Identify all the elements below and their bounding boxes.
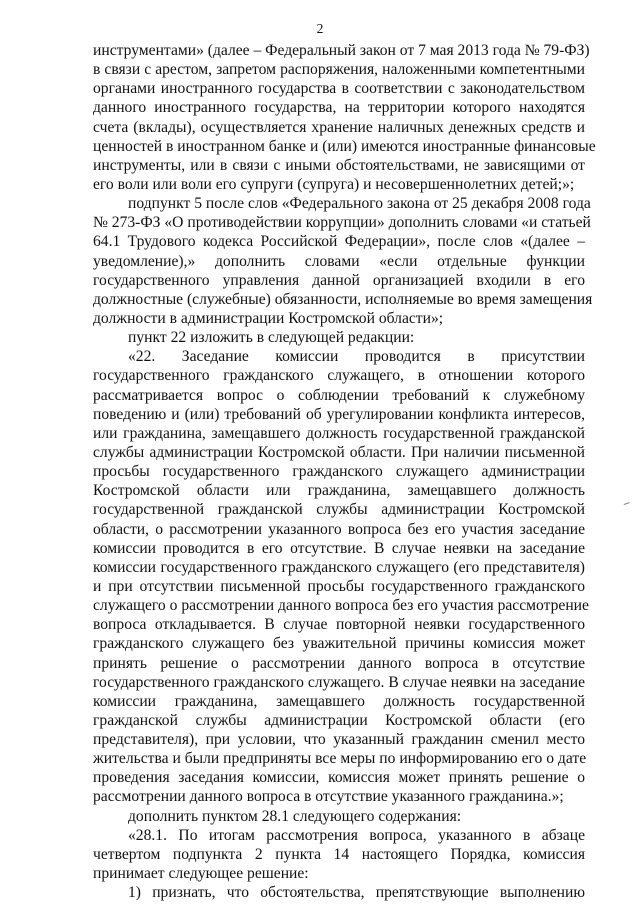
text-line: комиссии гражданина, замещавшего должность государственной (93, 692, 585, 710)
text-line: гражданского служащего без уважительной причины комиссия может (93, 635, 585, 653)
text-line: государственного управления данной организацией входили в его (93, 271, 585, 289)
text-line: и при отсутствии письменной просьбы государственного гражданского (93, 577, 585, 595)
text-line: комиссии государственного гражданского служащего (его представителя) (93, 558, 585, 576)
text-line: должностные (служебные) обязанности, исполняемые во время замещения (93, 290, 593, 308)
text-line: принимает следующее решение: (93, 865, 309, 883)
text-line: комиссии проводится в его отсутствие. В случае неявки на заседание (93, 539, 585, 557)
text-line: рассматривается вопрос о соблюдении требований к служебному (93, 386, 585, 404)
text-line: службы администрации Костромской области. При наличии письменной (93, 443, 585, 461)
text-line: «28.1. По итогам рассмотрения вопроса, указанного в абзаце (128, 826, 585, 844)
text-line: Костромской области или гражданина, замещавшего должность (93, 482, 585, 500)
text-line: принять решение о рассмотрении данного вопроса в отсутствие (93, 654, 585, 672)
text-line: инструменты, или в связи с иными обстоятельствами, не зависящими от (93, 156, 585, 174)
text-line: жительства и были предприняты все меры по информированию его о дате (93, 750, 587, 768)
text-line: органами иностранного государства в соответствии с законодательством (93, 80, 585, 98)
text-line: государственного гражданского служащего. В случае неявки на заседание (93, 673, 585, 691)
text-line: проведения заседания комиссии, комиссия может принять решение о (93, 769, 585, 787)
margin-mark (624, 502, 631, 507)
text-line: должности в администрации Костромской области»; (93, 309, 444, 327)
text-line: его воли или воли его супруги (супруга) и несовершеннолетних детей;»; (93, 175, 575, 193)
text-line: дополнить пунктом 28.1 следующего содержания: (128, 807, 462, 825)
text-line: служащего о рассмотрении данного вопроса без его участия рассмотрение (93, 597, 589, 615)
text-line: или гражданина, замещавшего должность государственной гражданской (93, 424, 585, 442)
text-line: государственного гражданского служащего, в отношении которого (93, 367, 585, 385)
text-line: представителя), при условии, что указанный гражданин сменил место (93, 731, 585, 749)
text-line: четвертом подпункта 2 пункта 14 настоящего Порядка, комиссия (93, 845, 585, 863)
text-line: пункт 22 изложить в следующей редакции: (128, 329, 415, 347)
text-line: в связи с арестом, запретом распоряжения, наложенными компетентными (93, 61, 585, 79)
text-line: поведению и (или) требований об урегулировании конфликта интересов, (93, 405, 585, 423)
text-line: инструментами» (далее – Федеральный закон от 7 мая 2013 года № 79-ФЗ) (93, 42, 590, 59)
text-line: данного иностранного государства, на территории которого находятся (93, 99, 585, 117)
text-line: просьбы государственного гражданского служащего администрации (93, 463, 585, 481)
text-line: подпункт 5 после слов «Федерального закона от 25 декабря 2008 года (128, 195, 591, 213)
text-line: рассмотрении данного вопроса в отсутствие указанного гражданина.»; (93, 788, 564, 806)
text-line: уведомление),» дополнить словами «если отдельные функции (93, 252, 585, 270)
text-line: «22. Заседание комиссии проводится в присутствии (128, 348, 585, 366)
document-body (93, 41, 596, 902)
text-line: гражданской службы администрации Костромской области (его (93, 711, 585, 729)
text-line: государственной гражданской службы администрации Костромской (93, 501, 585, 519)
text-line: вопроса откладывается. В случае повторной неявки государственного (93, 616, 585, 634)
page-number: 2 (316, 21, 324, 36)
text-line: 64.1 Трудового кодекса Российской Федерации», после слов «(далее – (93, 233, 585, 251)
text-line: 1) признать, что обстоятельства, препятствующие выполнению (128, 884, 585, 902)
text-line: счета (вклады), осуществляется хранение наличных денежных средств и (93, 118, 585, 136)
text-line: ценностей в иностранном банке и (или) имеются иностранные финансовые (93, 137, 596, 155)
text-line: области, о рассмотрении указанного вопроса без его участия заседание (93, 520, 585, 538)
text-line: № 273-ФЗ «О противодействии коррупции» дополнить словами «и статьей (93, 214, 591, 232)
